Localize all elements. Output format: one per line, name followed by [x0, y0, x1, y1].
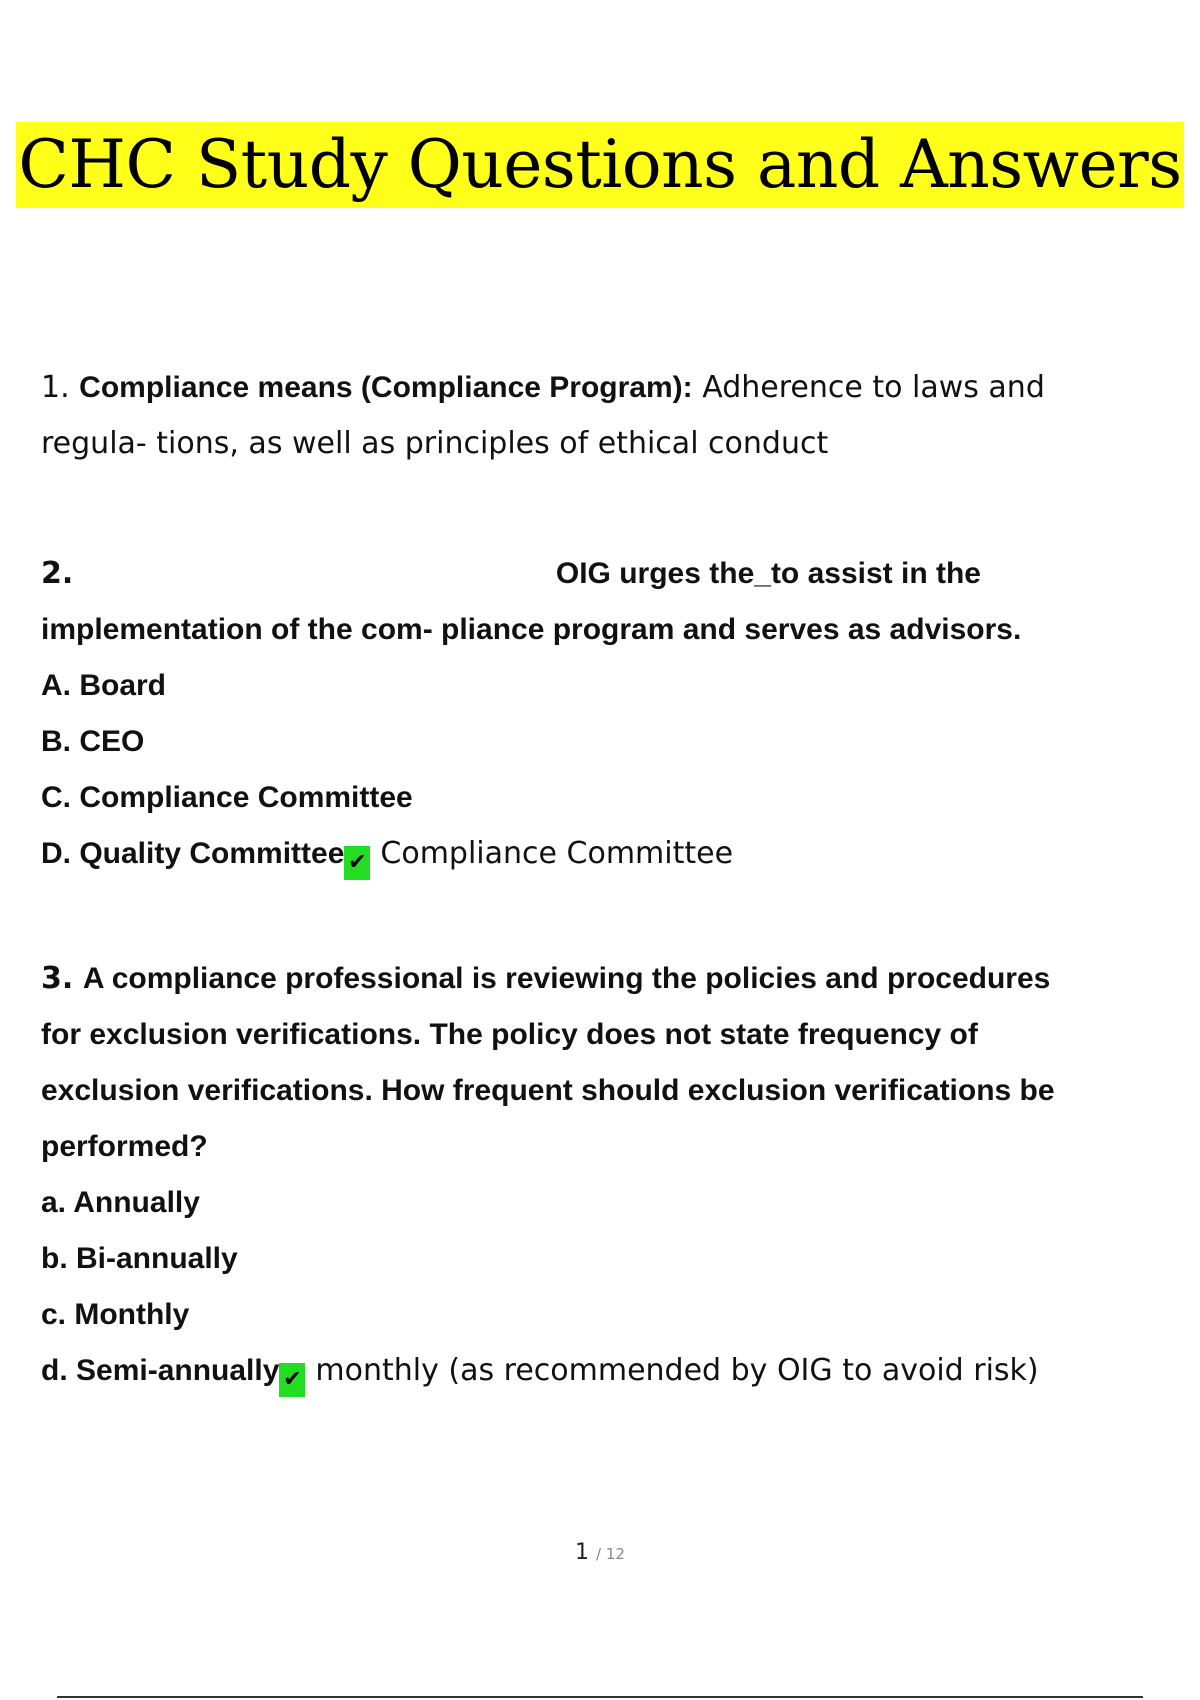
question-2-answer: Compliance Committee	[380, 836, 734, 871]
question-1-prompt: Compliance means (Compliance Program):	[79, 371, 693, 404]
option-label: D. Quality Committee	[41, 837, 345, 870]
question-2-line-1	[41, 546, 981, 602]
title-container	[0, 122, 1200, 208]
check-mark-icon: ✔	[344, 846, 370, 880]
question-2-option-a	[41, 658, 1151, 714]
question-1-answer-part-2: regula- tions, as well as principles of ethical conduct	[41, 426, 829, 461]
question-3-prompt-part-2: for exclusion verifications. The policy does not state frequency of	[41, 1018, 978, 1051]
option-label: B. CEO	[41, 725, 145, 758]
question-2-option-d	[41, 826, 1151, 882]
question-1-number: 1.	[41, 370, 70, 405]
question-2-prompt-part-1: OIG urges the_to assist in the	[555, 557, 981, 590]
option-label: A. Board	[41, 669, 167, 702]
question-3	[41, 951, 1151, 1399]
question-3-option-d	[41, 1343, 1151, 1399]
option-label: C. Compliance Committee	[41, 781, 413, 814]
check-mark-icon: ✔	[279, 1363, 305, 1397]
question-3-prompt-part-3: exclusion verifications. How frequent should exclusion verifications be	[41, 1074, 1055, 1107]
document-title: CHC Study Questions and Answers	[16, 122, 1183, 208]
question-1	[41, 360, 1151, 472]
question-2-line-2	[41, 602, 1151, 658]
bottom-divider	[57, 1696, 1143, 1698]
option-label: d. Semi-annually	[41, 1354, 280, 1387]
question-1-line-1	[41, 360, 1151, 416]
question-3-option-b	[41, 1231, 1151, 1287]
question-1-answer-part-1: Adherence to laws and	[702, 370, 1045, 405]
question-3-line-3	[41, 1063, 1151, 1119]
question-3-line-2	[41, 1007, 1151, 1063]
question-3-answer: monthly (as recommended by OIG to avoid risk)	[315, 1353, 1039, 1388]
question-3-option-c	[41, 1287, 1151, 1343]
question-3-number: 3.	[41, 961, 74, 996]
page-number-current: 1	[575, 1540, 590, 1565]
option-label: c. Monthly	[41, 1298, 190, 1331]
question-3-prompt-part-1: A compliance professional is reviewing the policies and procedures	[82, 962, 1051, 995]
question-2-option-b	[41, 714, 1151, 770]
question-3-line-4	[41, 1119, 1151, 1175]
question-2-prompt-part-2: implementation of the com- pliance program and serves as advisors.	[41, 613, 1022, 646]
question-2	[41, 546, 1151, 882]
option-label: b. Bi-annually	[41, 1242, 238, 1275]
question-3-line-1	[41, 951, 1151, 1007]
question-2-number: 2.	[41, 556, 74, 591]
question-3-option-a	[41, 1175, 1151, 1231]
page-number	[0, 1540, 1200, 1565]
page-number-total: / 12	[596, 1545, 625, 1563]
option-label: a. Annually	[41, 1186, 200, 1219]
question-3-prompt-part-4: performed?	[41, 1130, 208, 1163]
question-2-option-c	[41, 770, 1151, 826]
question-1-line-2	[41, 416, 1151, 472]
